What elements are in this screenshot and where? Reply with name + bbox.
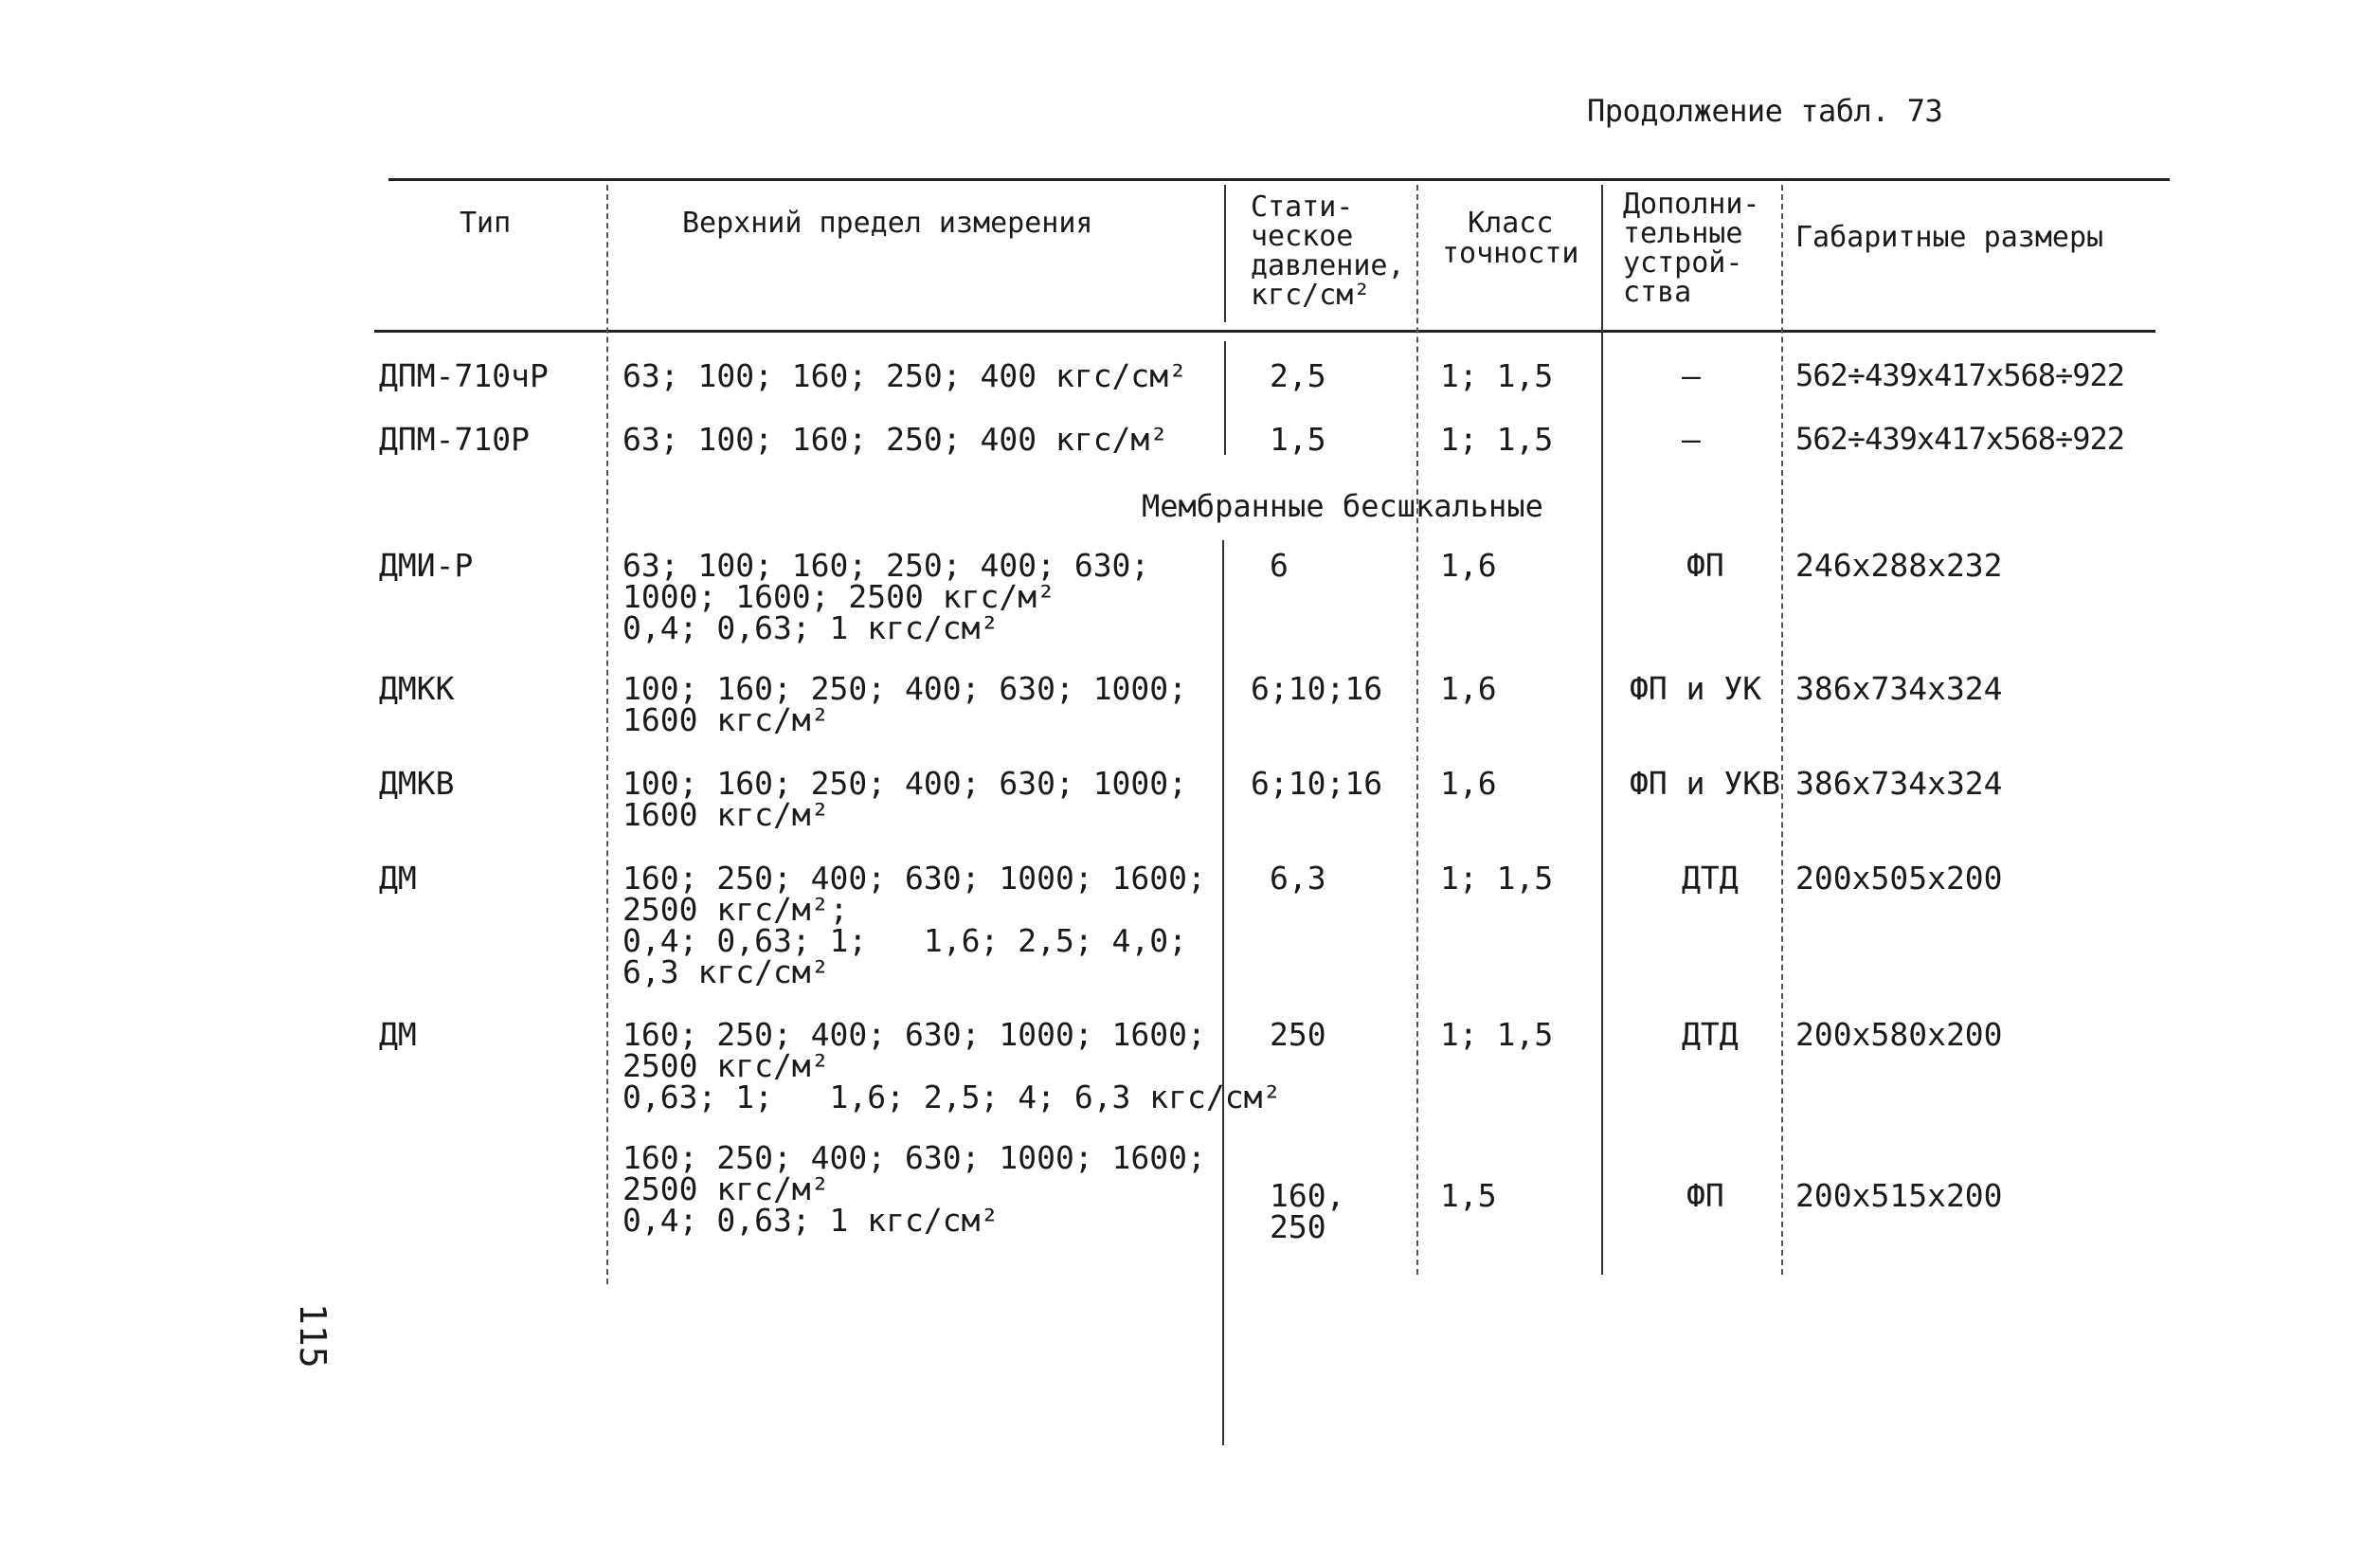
cell-upper-limit: 100; 160; 250; 400; 630; 1000; 1600 кгс/м²	[622, 765, 1188, 833]
cell-upper-limit: 63; 100; 160; 250; 400 кгс/м²	[622, 421, 1169, 458]
cell-extra-devices: ФП и УК	[1630, 670, 1762, 707]
cell-extra-devices: –	[1682, 421, 1701, 458]
cell-type: ДМ	[379, 1016, 417, 1053]
column-divider	[1601, 185, 1603, 1275]
cell-type: ДМ	[379, 860, 417, 897]
cell-type: ДМИ-Р	[379, 547, 474, 584]
cell-dimensions: 200x580x200	[1795, 1016, 2003, 1053]
cell-static-pressure: 1,5	[1270, 421, 1326, 458]
cell-extra-devices: ФП	[1686, 547, 1724, 584]
cell-upper-limit: 160; 250; 400; 630; 1000; 1600; 2500 кгс/м²; 0,4; 0,63; 1; 1,6; 2,5; 4,0; 6,3 кгс/см²	[622, 860, 1206, 990]
cell-dimensions: 200x505x200	[1795, 860, 2003, 897]
cell-upper-limit: 160; 250; 400; 630; 1000; 1600; 2500 кгс/м² 0,4; 0,63; 1 кгс/см²	[622, 1139, 1206, 1239]
cell-accuracy: 1,6	[1440, 765, 1497, 802]
table-top-rule	[388, 178, 2170, 181]
cell-dimensions: 386x734x324	[1795, 765, 2003, 802]
cell-extra-devices: –	[1682, 357, 1701, 394]
header-static-pressure: Стати- ческое давление, кгс/см²	[1251, 190, 1405, 312]
table-header-rule	[374, 330, 2155, 333]
column-divider	[1416, 185, 1418, 1275]
cell-static-pressure: 6;10;16	[1251, 765, 1383, 802]
cell-accuracy: 1,6	[1440, 547, 1497, 584]
cell-dimensions: 246x288x232	[1795, 547, 2003, 584]
cell-upper-limit: 63; 100; 160; 250; 400 кгс/см²	[622, 357, 1188, 394]
column-divider	[1781, 185, 1783, 1275]
cell-accuracy: 1,5	[1440, 1177, 1497, 1214]
cell-upper-limit: 63; 100; 160; 250; 400; 630; 1000; 1600; 2500 кгс/м² 0,4; 0,63; 1 кгс/см²	[622, 547, 1150, 646]
cell-accuracy: 1,6	[1440, 670, 1497, 707]
header-extra-devices: Дополни- тельные устрой- ства	[1623, 188, 1760, 309]
cell-accuracy: 1; 1,5	[1440, 421, 1554, 458]
cell-type: ДПМ-710чР	[379, 357, 549, 394]
table-continuation-note: Продолжение табл. 73	[1587, 93, 1943, 129]
cell-extra-devices: ФП	[1686, 1177, 1724, 1214]
cell-accuracy: 1; 1,5	[1440, 357, 1554, 394]
cell-static-pressure: 6;10;16	[1251, 670, 1383, 707]
cell-static-pressure: 250	[1270, 1016, 1326, 1053]
cell-static-pressure: 6	[1270, 547, 1289, 584]
header-upper-limit: Верхний предел измерения	[682, 207, 1093, 240]
header-accuracy: Класс точности	[1442, 207, 1579, 270]
column-divider	[1224, 341, 1226, 455]
cell-static-pressure: 160, 250	[1270, 1177, 1345, 1245]
cell-extra-devices: ДТД	[1682, 860, 1739, 897]
cell-static-pressure: 6,3	[1270, 860, 1326, 897]
cell-upper-limit: 160; 250; 400; 630; 1000; 1600; 2500 кгс/м² 0,63; 1; 1,6; 2,5; 4; 6,3 кгс/см²	[622, 1016, 1282, 1115]
column-divider	[1222, 540, 1224, 1445]
cell-dimensions: 200x515x200	[1795, 1177, 2003, 1214]
instrument-table	[374, 175, 2170, 1275]
cell-accuracy: 1; 1,5	[1440, 860, 1554, 897]
header-dimensions: Габаритные размеры	[1795, 221, 2104, 254]
header-type: Тип	[460, 207, 512, 240]
section-title: Мембранные бесшкальные	[1142, 488, 1543, 524]
cell-extra-devices: ДТД	[1682, 1016, 1739, 1053]
cell-dimensions: 386x734x324	[1795, 670, 2003, 707]
cell-static-pressure: 2,5	[1270, 357, 1326, 394]
column-divider	[606, 185, 608, 1284]
cell-extra-devices: ФП и УКВ	[1630, 765, 1780, 802]
cell-upper-limit: 100; 160; 250; 400; 630; 1000; 1600 кгс/м²	[622, 670, 1188, 738]
cell-dimensions: 562÷439x417x568÷922	[1795, 421, 2125, 457]
cell-dimensions: 562÷439x417x568÷922	[1795, 357, 2125, 393]
page-number: 115	[292, 1303, 334, 1369]
cell-type: ДМКК	[379, 670, 455, 707]
cell-type: ДПМ-710Р	[379, 421, 530, 458]
cell-type: ДМКВ	[379, 765, 455, 802]
cell-accuracy: 1; 1,5	[1440, 1016, 1554, 1053]
column-divider	[1224, 185, 1226, 322]
